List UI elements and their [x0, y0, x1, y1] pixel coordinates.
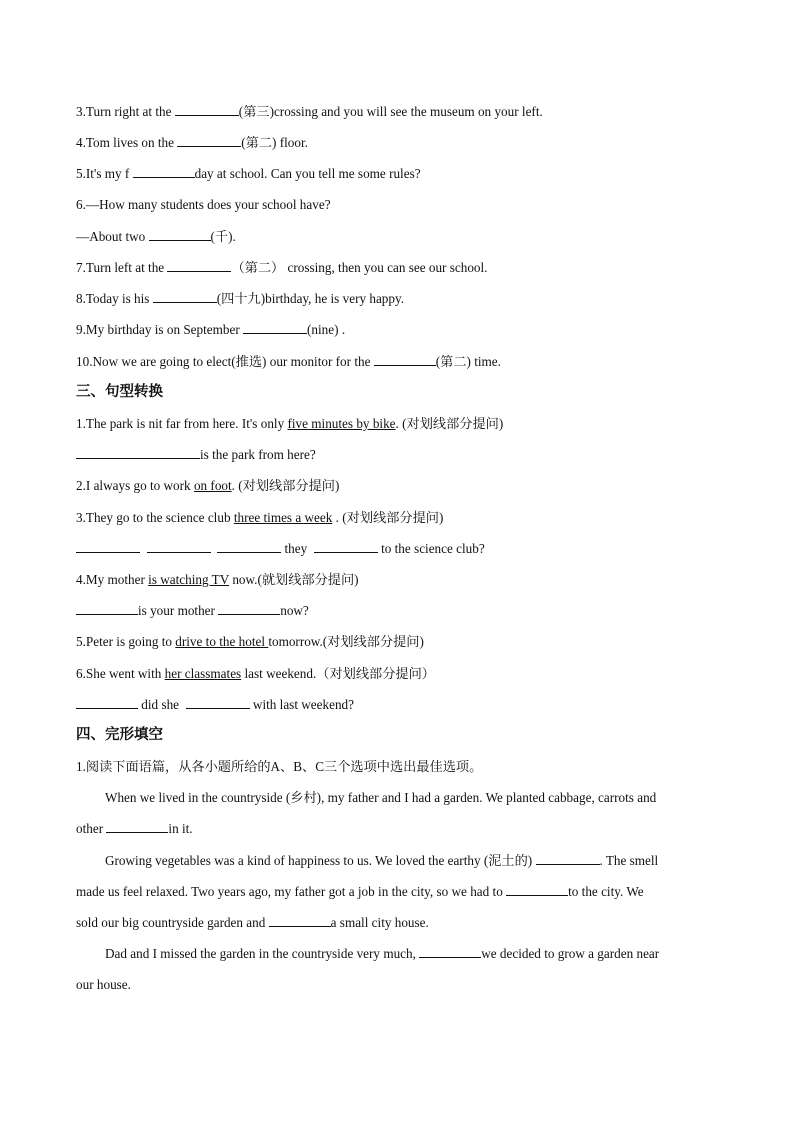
answer-line: is your mother now? — [76, 601, 724, 621]
passage-line: When we lived in the countryside (乡村), my father and I had a garden. We planted cabbage, carrots and — [105, 790, 657, 805]
answer-blank[interactable] — [106, 819, 168, 833]
exercise-item: 3.Turn right at the (第三)crossing and you will see the museum on your left. — [76, 104, 543, 119]
exercise-item: —About two (千). — [76, 229, 236, 244]
answer-blank[interactable] — [314, 539, 378, 553]
underlined-phrase: on foot — [193, 478, 232, 493]
passage-line: our house. — [76, 977, 131, 992]
exercise-item: 7.Turn left at the （第二） crossing, then you can see our school. — [76, 260, 488, 275]
exercise-item: 5.Peter is going to drive to the hotel tomorrow.(对划线部分提问) — [76, 634, 424, 649]
answer-blank[interactable] — [177, 133, 241, 147]
passage-line: Growing vegetables was a kind of happiness to us. We loved the earthy (泥土的) . The smell — [105, 853, 659, 868]
exercise-item: 10.Now we are going to elect(推选) our monitor for the (第二) time. — [76, 354, 501, 369]
answer-blank[interactable] — [269, 913, 331, 927]
answer-blank[interactable] — [153, 289, 217, 303]
answer-blank[interactable] — [76, 445, 200, 459]
passage-line: other in it. — [76, 821, 193, 836]
answer-blank[interactable] — [218, 601, 280, 615]
answer-blank[interactable] — [243, 320, 307, 334]
underlined-phrase: is watching TV — [148, 572, 230, 587]
passage-line: sold our big countryside garden and a small city house. — [76, 915, 429, 930]
answer-blank[interactable] — [76, 539, 140, 553]
answer-blank[interactable] — [374, 352, 436, 366]
exercise-item: 4.My mother is watching TV now.(就划线部分提问) — [76, 572, 359, 587]
answer-blank[interactable] — [76, 695, 138, 709]
answer-blank[interactable] — [186, 695, 250, 709]
answer-blank[interactable] — [133, 164, 195, 178]
passage-line: made us feel relaxed. Two years ago, my father got a job in the city, so we had to to the city. We — [76, 884, 644, 899]
answer-blank[interactable] — [175, 102, 239, 116]
answer-blank[interactable] — [536, 851, 600, 865]
answer-blank[interactable] — [167, 258, 231, 272]
exercise-item: 8.Today is his (四十九)birthday, he is very happy. — [76, 291, 405, 306]
underlined-phrase: her classmates — [164, 666, 242, 681]
exercise-item: 5.It's my f day at school. Can you tell me some rules? — [76, 166, 421, 181]
answer-line: they to the science club? — [76, 539, 724, 559]
answer-line: is the park from here? — [76, 445, 724, 465]
underlined-phrase: drive to the hotel — [175, 634, 269, 649]
exercise-item: 9.My birthday is on September (nine) . — [76, 322, 346, 337]
answer-line: did she with last weekend? — [76, 695, 724, 715]
answer-blank[interactable] — [147, 539, 211, 553]
section-heading: 四、完形填空 — [76, 727, 163, 743]
exercise-item: 4.Tom lives on the (第二) floor. — [76, 135, 308, 150]
answer-blank[interactable] — [419, 944, 481, 958]
answer-blank[interactable] — [149, 227, 211, 241]
section-heading: 三、句型转换 — [76, 384, 163, 400]
exercise-item: 2.I always go to work on foot. (对划线部分提问) — [76, 478, 340, 493]
exercise-item: 6.She went with her classmates last weekend.（对划线部分提问） — [76, 666, 435, 681]
answer-blank[interactable] — [76, 601, 138, 615]
exercise-item: 3.They go to the science club three times a week . (对划线部分提问) — [76, 510, 444, 525]
underlined-phrase: three times a week — [233, 510, 333, 525]
instruction: 1.阅读下面语篇，从各小题所给的A、B、C三个选项中选出最佳选项。 — [76, 759, 483, 774]
underlined-phrase: five minutes by bike — [287, 416, 396, 431]
exercise-item: 6.—How many students does your school have? — [76, 197, 331, 212]
answer-blank[interactable] — [506, 882, 568, 896]
passage-line: Dad and I missed the garden in the countryside very much, we decided to grow a garden near — [105, 946, 660, 961]
answer-blank[interactable] — [217, 539, 281, 553]
exercise-item: 1.The park is nit far from here. It's only five minutes by bike. (对划线部分提问) — [76, 416, 504, 431]
